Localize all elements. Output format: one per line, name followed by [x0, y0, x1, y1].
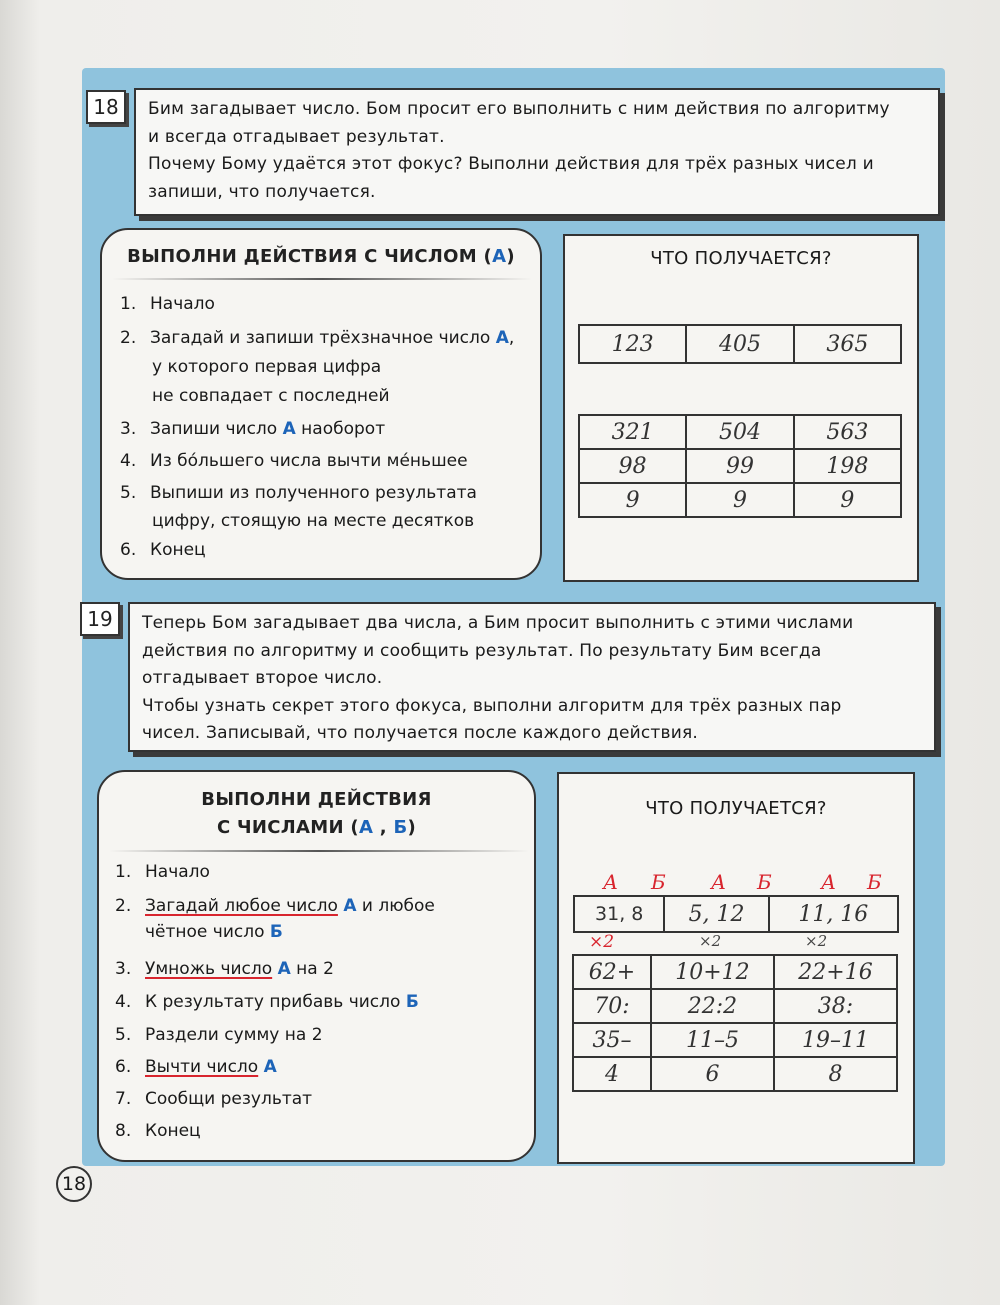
task-18-result-title: ЧТО ПОЛУЧАЕТСЯ? [650, 248, 832, 269]
task-18-table-top [578, 324, 902, 364]
cell: 365 [794, 325, 901, 363]
cell: 35– [573, 1023, 651, 1057]
task-19-table-bottom [572, 954, 898, 1092]
task-18-line-2: и всегда отгадывает результат. [148, 126, 445, 147]
cell: 22:2 [651, 989, 774, 1023]
label-a-3: А [821, 870, 837, 894]
task-19-line-1: Теперь Бом загадывает два числа, а Бим просит выполнить с этими числами [142, 613, 854, 633]
title-divider [109, 850, 529, 852]
step-6: 6. Конец [120, 540, 206, 560]
step-4: 4. К результату прибавь число Б [115, 992, 419, 1012]
mult-note-1: ×2 [589, 932, 615, 952]
title-divider [112, 278, 532, 280]
cell: 19–11 [774, 1023, 897, 1057]
task-19-line-4: Чтобы узнать секрет этого фокуса, выполни алгоритм для трёх разных пар [142, 695, 842, 716]
cell: 62+ [573, 955, 651, 989]
step-6: 6. Вычти число А [115, 1057, 277, 1077]
task-19-result-box [557, 772, 915, 1164]
task-18-result-box [563, 234, 919, 582]
mult-note-2: ×2 [699, 932, 722, 950]
task-19-algorithm-title: ВЫПОЛНИ ДЕЙСТВИЯ С ЧИСЛАМИ (А , Б) [201, 789, 432, 838]
step-3: 3. Запиши число А наоборот [120, 419, 386, 439]
cell: 198 [794, 449, 901, 483]
cell: 321 [579, 415, 686, 449]
step-5: 5. Раздели сумму на 2 [115, 1025, 323, 1045]
cell: 9 [579, 483, 686, 517]
cell: 123 [579, 325, 686, 363]
cell: 11, 16 [769, 896, 898, 932]
cell: 5, 12 [664, 896, 768, 932]
task-18-text [134, 88, 940, 216]
step-7: 7. Сообщи результат [115, 1089, 313, 1109]
task-19-table-top [573, 895, 899, 933]
task-18-line-1: Бим загадывает число. Бом просит его выполнить с ним действия по алгоритму [148, 99, 890, 119]
task-18-line-4: запиши, что получается. [148, 181, 376, 202]
mult-note-3: ×2 [805, 932, 828, 950]
step-5: 5. Выпиши из полученного результата [120, 483, 477, 503]
cell: 8 [774, 1057, 897, 1091]
cell: 563 [794, 415, 901, 449]
step-2-cont-2: не совпадает с последней [152, 386, 390, 406]
cell: 504 [686, 415, 793, 449]
task-19-text [128, 602, 936, 752]
cell: 9 [794, 483, 901, 517]
task-18-number: 18 [86, 90, 126, 124]
label-b-3: Б [867, 870, 882, 894]
cell: 4 [573, 1057, 651, 1091]
cell: 31, 8 [574, 896, 664, 932]
cell: 6 [651, 1057, 774, 1091]
step-4: 4. Из бо́льшего числа вычти ме́ньшее [120, 451, 468, 471]
task-19-result-title: ЧТО ПОЛУЧАЕТСЯ? [645, 798, 827, 819]
step-2: 2. Загадай любое число А и любое [115, 896, 435, 916]
cell: 98 [579, 449, 686, 483]
label-a-1: А [603, 870, 619, 894]
task-19-line-5: чисел. Записывай, что получается после каждого действия. [142, 723, 698, 743]
page-number: 18 [56, 1166, 92, 1202]
label-b-1: Б [651, 870, 666, 894]
step-1: 1. Начало [120, 294, 215, 314]
step-2: 2. Загадай и запиши трёхзначное число А, [120, 328, 515, 348]
task-19-line-2: действия по алгоритму и сообщить результат. По результату Бим всегда [142, 640, 822, 661]
task-19-algorithm-box [97, 770, 536, 1162]
step-2-cont-1: у которого первая цифра [152, 357, 382, 377]
cell: 22+16 [774, 955, 897, 989]
step-2-cont: чётное число Б [145, 922, 283, 942]
task-19-number: 19 [80, 602, 120, 636]
task-18-algorithm-title: ВЫПОЛНИ ДЕЙСТВИЯ С ЧИСЛОМ (А) [127, 246, 515, 267]
cell: 405 [686, 325, 793, 363]
cell: 11–5 [651, 1023, 774, 1057]
task-18-algorithm-box [100, 228, 542, 580]
cell: 70: [573, 989, 651, 1023]
cell: 99 [686, 449, 793, 483]
cell: 10+12 [651, 955, 774, 989]
step-3: 3. Умножь число А на 2 [115, 959, 334, 979]
cell: 9 [686, 483, 793, 517]
step-5-cont: цифру, стоящую на месте десятков [152, 511, 475, 531]
label-b-2: Б [757, 870, 772, 894]
task-18-table-bottom [578, 414, 902, 518]
label-a-2: А [711, 870, 727, 894]
step-8: 8. Конец [115, 1121, 201, 1141]
cell: 38: [774, 989, 897, 1023]
task-18-line-3: Почему Бому удаётся этот фокус? Выполни действия для трёх разных чисел и [148, 154, 874, 174]
task-19-line-3: отгадывает второе число. [142, 668, 383, 688]
step-1: 1. Начало [115, 862, 210, 882]
